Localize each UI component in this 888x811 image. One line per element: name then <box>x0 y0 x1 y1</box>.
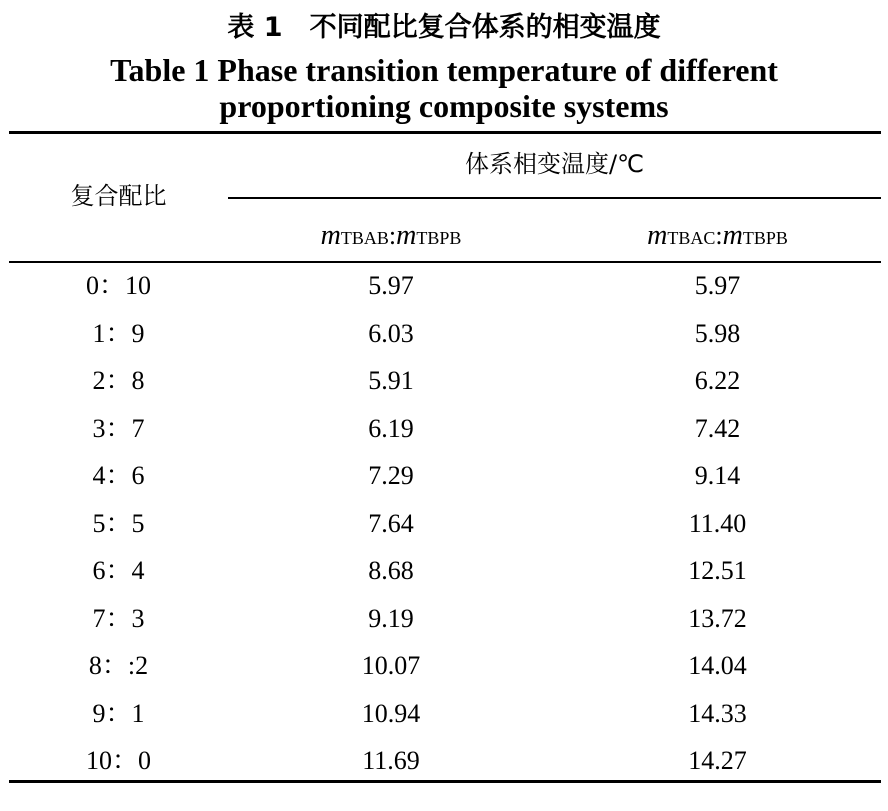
cell-tbac: 5.98 <box>694 318 741 348</box>
header-col1-m1: m <box>320 220 341 251</box>
header-col2-sub2: TBPB <box>742 228 788 248</box>
table-row <box>9 263 881 310</box>
cell-tbab: 11.69 <box>362 746 420 775</box>
header-tbab-tbpb <box>228 220 554 254</box>
cell-ratio: 3：7 <box>92 413 145 443</box>
cell-tbab: 8.68 <box>368 556 414 585</box>
cell-ratio: 0：10 <box>85 271 151 300</box>
cell-ratio: 5：5 <box>92 508 145 538</box>
header-tbac-tbpb <box>554 220 881 254</box>
cell-ratio: 10：0 <box>85 746 151 775</box>
table-title-english-line-1: Table 1 Phase transition temperature of different <box>110 52 778 88</box>
cell-ratio: 8：:2 <box>88 651 149 680</box>
cell-ratio: 9：1 <box>92 698 145 728</box>
cell-tbab: 10.94 <box>361 698 421 728</box>
table-row <box>9 406 881 453</box>
header-col2-m1: m <box>647 220 668 251</box>
cell-ratio: 1：9 <box>92 318 145 348</box>
table-title-chinese: 表 1 不同配比复合体系的相变温度 <box>227 12 661 43</box>
cell-tbab: 6.19 <box>368 413 414 443</box>
cell-ratio: 7：3 <box>92 603 145 633</box>
cell-tbab: 5.97 <box>368 271 414 300</box>
header-spanner-rule <box>228 197 881 199</box>
header-col2-sep: : <box>715 221 723 250</box>
cell-tbac: 11.40 <box>688 508 747 538</box>
cell-tbac: 14.04 <box>688 651 747 680</box>
cell-ratio: 2：8 <box>92 366 145 395</box>
cell-tbac: 14.33 <box>688 698 747 728</box>
table-row <box>9 643 881 690</box>
header-temperature: 体系相变温度/℃ <box>464 150 645 178</box>
cell-tbab: 7.64 <box>368 508 414 538</box>
top-rule <box>9 131 881 134</box>
cell-tbab: 9.19 <box>368 603 414 633</box>
table-title-english-line-2: proportioning composite systems <box>219 88 669 124</box>
cell-tbab: 10.07 <box>361 651 421 680</box>
cell-tbab: 6.03 <box>368 318 414 348</box>
cell-tbac: 5.97 <box>694 271 741 300</box>
table-row <box>9 596 881 643</box>
table-row <box>9 691 881 738</box>
cell-tbab: 5.91 <box>368 366 414 395</box>
table-row <box>9 501 881 548</box>
header-col1-m2: m <box>396 220 417 251</box>
cell-tbac: 9.14 <box>694 461 741 490</box>
cell-tbac: 6.22 <box>694 366 741 395</box>
header-ratio: 复合配比 <box>70 182 167 210</box>
header-col2-sub1: TBAC <box>667 228 716 248</box>
table-row <box>9 548 881 595</box>
header-col1-sub1: TBAB <box>340 228 389 248</box>
table-title-english <box>40 52 848 124</box>
cell-ratio: 6：4 <box>92 556 145 585</box>
header-col1-sep: : <box>388 221 397 250</box>
cell-tbab: 7.29 <box>368 461 414 490</box>
table-row <box>9 738 881 785</box>
cell-tbac: 12.51 <box>688 556 747 585</box>
header-col2-m2: m <box>722 220 743 251</box>
header-col1-sub2: TBPB <box>416 228 462 248</box>
cell-ratio: 4：6 <box>92 461 145 490</box>
table-row <box>9 453 881 500</box>
cell-tbac: 13.72 <box>688 603 747 633</box>
table-row <box>9 358 881 405</box>
cell-tbac: 7.42 <box>694 413 741 443</box>
cell-tbac: 14.27 <box>688 746 747 775</box>
table-row <box>9 311 881 358</box>
